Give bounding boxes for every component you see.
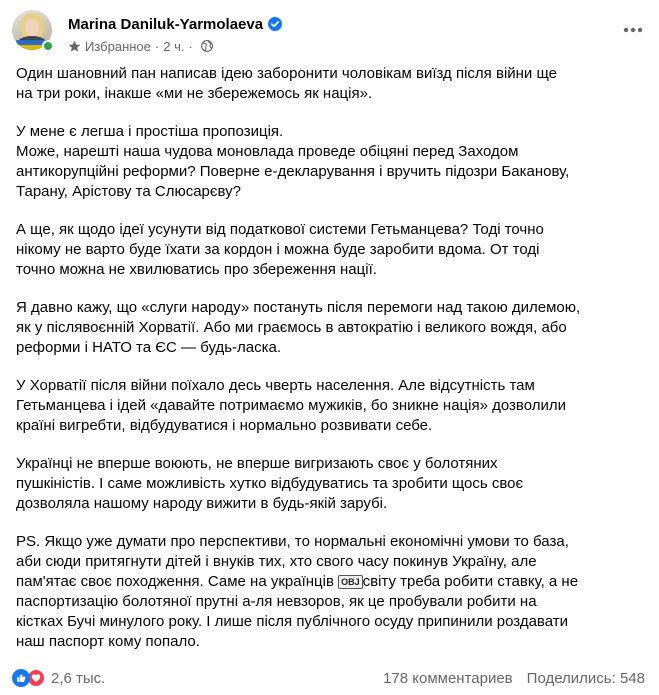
text-line: країні вигребти, відбудуватися і нормально розвивати себе.: [16, 417, 433, 434]
paragraph-2: [16, 122, 646, 202]
globe-icon[interactable]: [201, 40, 213, 52]
text-line: як у післявоєнній Хорватії. Або ми граємось в автократію і великого вождя, або: [16, 319, 567, 336]
paragraph-3: [16, 220, 646, 280]
reactions-summary[interactable]: [12, 669, 105, 687]
text-line: паспортизацію болотяної прутні а-ля невзоров, як це пробували робити на: [16, 593, 537, 610]
text-line: дозволяла нашому народу вижити в будь-якій зарубі.: [16, 495, 388, 512]
text-line: на три роки, інакше «ми не збережемось як нація».: [16, 85, 373, 102]
more-options-button[interactable]: [621, 18, 645, 42]
post-text: [16, 64, 646, 670]
text-line: аби сюди притягнути дітей і внуків тих, хто свого часу покинув Україну, але: [16, 553, 537, 570]
author-name[interactable]: Marina Daniluk-Yarmolaeva: [68, 15, 264, 33]
more-options-icon: [623, 27, 643, 33]
post-header: [12, 8, 647, 58]
paragraph-4: [16, 298, 646, 358]
comments-count-link[interactable]: 178 комментариев: [383, 669, 513, 687]
text-line: Тарану, Арістову та Слюсарєву?: [16, 183, 242, 200]
text-line: кістках Бучі минулого року. І лише після публічного осуду припинили роздавати: [16, 613, 568, 630]
shares-count-link[interactable]: Поделились: 548: [526, 669, 645, 687]
text-line: Один шановний пан написав ідею заборонити чоловікам виїзд після війни ще: [16, 65, 557, 82]
favorites-star-icon: [68, 40, 81, 53]
like-reaction-icon: [12, 669, 30, 687]
paragraph-5: [16, 376, 646, 436]
text-line: PS. Якщо уже думати про перспективи, то нормальні економічні умови то база,: [16, 533, 569, 550]
text-line: У мене є легша і простіша пропозиція.: [16, 123, 284, 140]
paragraph-ps: [16, 532, 646, 652]
author-avatar[interactable]: [12, 10, 56, 54]
text-line: точно можна не хвилюватись про збереження нації.: [16, 261, 377, 278]
author-line: [68, 14, 282, 34]
text-line: Українці не вперше воюють, не вперше вигризають своє у болотяних: [16, 455, 498, 472]
text-line: Може, нарешті наша чудова моновлада проведе обіцяні перед Заходом: [16, 143, 519, 160]
text-fragment: світу треба робити ставку, а не: [362, 573, 579, 590]
reaction-count: 2,6 тыс.: [51, 669, 106, 687]
verified-badge-icon: [268, 17, 282, 31]
text-line: антикорупційні реформи? Поверне е-декларування і вручить підозри Баканову,: [16, 163, 570, 180]
text-line-with-emoji: [16, 572, 646, 592]
text-line: У Хорватії після війни поїхало десь чверть населення. Але відсутність там: [16, 377, 535, 394]
text-line: Я давно кажу, що «слуги народу» постануть після перемоги над такою дилемою,: [16, 299, 581, 316]
meta-separator: ·: [154, 38, 160, 54]
text-line: пушкіністів. І саме можливість хутко відбудуватись та зробити щось своє: [16, 475, 524, 492]
post-meta: [68, 38, 213, 54]
text-line: Гетьманцева і ідей «давайте потримаємо мужиків, бо зникне нація» дозволили: [16, 397, 566, 414]
footer-stats: [383, 670, 645, 687]
paragraph-6: [16, 454, 646, 514]
post-footer: [12, 666, 645, 690]
text-line: нікому не варто буде їхати за кордон і можна буде заробити вдома. От тоді: [16, 241, 540, 258]
text-line: наш паспорт кому попало.: [16, 633, 200, 650]
audience-label[interactable]: Избранное: [85, 38, 151, 54]
emoji-placeholder-icon: OBJ: [338, 575, 363, 589]
text-line: реформи і НАТО та ЄС — будь-ласка.: [16, 339, 282, 356]
text-fragment: пам'ятає своє походження. Саме на українців: [16, 573, 339, 590]
post-timestamp[interactable]: 2 ч.: [163, 38, 185, 54]
online-status-icon: [42, 40, 54, 52]
text-line: А ще, як щодо ідеї усунути від податкової системи Гетьманцева? Тоді точно: [16, 221, 544, 238]
paragraph-1: [16, 64, 646, 104]
meta-separator-2: ·: [188, 38, 193, 54]
